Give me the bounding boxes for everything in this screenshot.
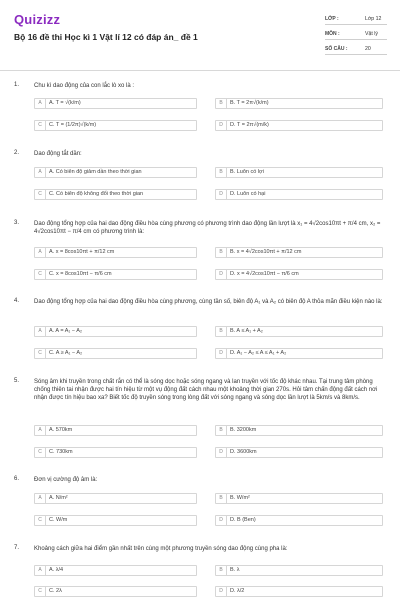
- option-letter: B: [216, 494, 227, 503]
- question-number: 4.: [14, 298, 20, 304]
- option-text: D. 3600km: [230, 449, 257, 455]
- option-letter: A: [35, 494, 46, 503]
- question-text: Sóng âm khi truyền trong chất rắn có thể là sóng dọc hoặc sóng ngang và lan truyền với tốc độ khác nhau. Tại trung tâm phòng chống thiên tai nhận được hai tín hiệu từ một vụ động đất cách nhau một khoảng thời gian 270s. Hỏi tâm chấn động đất cách nơi nhận được tín hiệu bao xa? Biết tốc độ truyền sóng trong lòng đất với sóng ngang và sóng dọc lần lượt là 5km/s và 8km/s.: [34, 379, 378, 401]
- option-letter: A: [35, 426, 46, 435]
- question-count-value: 20: [365, 46, 371, 52]
- option-d[interactable]: [215, 515, 383, 526]
- option-letter: C: [35, 516, 46, 525]
- option-c[interactable]: [34, 447, 197, 458]
- option-text: A. Có biên độ giảm dần theo thời gian: [49, 169, 142, 175]
- option-letter: C: [35, 448, 46, 457]
- option-text: B. T = 2π√(k/m): [230, 100, 269, 106]
- question-text: Dao động tắt dần:: [34, 151, 82, 157]
- option-c[interactable]: [34, 269, 197, 280]
- option-letter: D: [216, 448, 227, 457]
- class-label: LỚP :: [325, 16, 339, 22]
- question-text: Dao động tổng hợp của hai dao động điều hòa cùng phương, cùng tần số, biên độ A₁ và A₂ có biên độ A thỏa mãn điều kiện nào là:: [34, 299, 383, 305]
- option-letter: A: [35, 99, 46, 108]
- option-text: B. λ: [230, 567, 240, 573]
- option-text: A. 570km: [49, 427, 73, 433]
- quizizz-logo: Quizizz: [14, 12, 61, 27]
- option-b[interactable]: [215, 425, 383, 436]
- question-count-divider: [325, 54, 387, 55]
- option-b[interactable]: [215, 247, 383, 258]
- option-text: C. 730km: [49, 449, 73, 455]
- option-letter: C: [35, 270, 46, 279]
- option-text: C. T = (1/2π)√(k/m): [49, 122, 97, 128]
- option-b[interactable]: [215, 326, 383, 337]
- option-letter: B: [216, 566, 227, 575]
- option-text: D. Luôn có hại: [230, 191, 266, 197]
- option-a[interactable]: [34, 167, 197, 178]
- question-number: 6.: [14, 476, 20, 482]
- option-text: D. λ/2: [230, 588, 245, 594]
- option-a[interactable]: [34, 425, 197, 436]
- subject-divider: [325, 39, 387, 40]
- option-letter: A: [35, 168, 46, 177]
- option-text: A. λ/4: [49, 567, 64, 573]
- option-d[interactable]: [215, 120, 383, 131]
- option-b[interactable]: [215, 493, 383, 504]
- option-text: D. B (Ben): [230, 517, 256, 523]
- option-letter: A: [35, 248, 46, 257]
- option-letter: C: [35, 349, 46, 358]
- option-text: B. 3200km: [230, 427, 257, 433]
- question-text: Chu kì dao động của con lắc lò xo là :: [34, 83, 135, 89]
- option-letter: C: [35, 121, 46, 130]
- option-a[interactable]: [34, 493, 197, 504]
- option-a[interactable]: [34, 247, 197, 258]
- option-letter: B: [216, 168, 227, 177]
- option-text: A. A = A₁ − A₂: [49, 328, 83, 334]
- option-letter: D: [216, 516, 227, 525]
- option-d[interactable]: [215, 189, 383, 200]
- option-text: C. x = 8cos10πt − π/6 cm: [49, 271, 112, 277]
- option-letter: D: [216, 587, 227, 596]
- option-text: A. x = 8cos10πt + π/12 cm: [49, 249, 115, 255]
- option-letter: D: [216, 349, 227, 358]
- option-letter: A: [35, 327, 46, 336]
- option-d[interactable]: [215, 586, 383, 597]
- option-text: B. W/m²: [230, 495, 250, 501]
- question-number: 7.: [14, 545, 20, 551]
- option-text: B. Luôn có lợi: [230, 169, 264, 175]
- worksheet-title: Bộ 16 đề thi Học kì 1 Vật lí 12 có đáp án_ đề 1: [14, 32, 198, 42]
- option-text: C. W/m: [49, 517, 68, 523]
- option-text: B. A ≤ A₁ + A₂: [230, 328, 263, 334]
- option-text: C. Có biên độ không đổi theo thời gian: [49, 191, 144, 197]
- question-text: Dao động tổng hợp của hai dao động điều hòa cùng phương có phương trình dao động lần lượt là x₁ = 4√2cos10πt + π/4 cm, x₂ = 4√2cos10πt − π/4 cm có phương trình là:: [34, 221, 381, 235]
- question-number: 1.: [14, 82, 20, 88]
- option-c[interactable]: [34, 515, 197, 526]
- question-text: Đơn vị cường độ âm là:: [34, 477, 98, 483]
- option-a[interactable]: [34, 326, 197, 337]
- option-letter: C: [35, 587, 46, 596]
- option-b[interactable]: [215, 98, 383, 109]
- option-c[interactable]: [34, 189, 197, 200]
- option-c[interactable]: [34, 120, 197, 131]
- question-number: 3.: [14, 220, 20, 226]
- option-letter: D: [216, 121, 227, 130]
- question-number: 5.: [14, 378, 20, 384]
- option-text: C. A ≥ A₁ − A₂: [49, 350, 83, 356]
- option-text: D. x = 4√2cos10πt − π/6 cm: [230, 271, 299, 277]
- option-letter: A: [35, 566, 46, 575]
- class-divider: [325, 24, 387, 25]
- option-text: A. T = √(k/m): [49, 100, 81, 106]
- subject-label: MÔN :: [325, 31, 340, 37]
- option-c[interactable]: [34, 586, 197, 597]
- option-text: D. T = 2π√(m/k): [230, 122, 269, 128]
- option-letter: D: [216, 190, 227, 199]
- option-letter: B: [216, 426, 227, 435]
- option-letter: B: [216, 248, 227, 257]
- question-text: Khoảng cách giữa hai điểm gần nhất trên cùng một phương truyền sóng dao động cùng pha là:: [34, 546, 288, 552]
- option-d[interactable]: [215, 269, 383, 280]
- option-text: D. A₁ − A₂ ≤ A ≤ A₁ + A₂: [230, 350, 287, 356]
- option-letter: C: [35, 190, 46, 199]
- option-letter: B: [216, 327, 227, 336]
- option-b[interactable]: [215, 565, 383, 576]
- class-value: Lớp 12: [365, 16, 382, 22]
- option-text: A. N/m²: [49, 495, 68, 501]
- option-a[interactable]: [34, 98, 197, 109]
- option-a[interactable]: [34, 565, 197, 576]
- option-letter: B: [216, 99, 227, 108]
- option-d[interactable]: [215, 447, 383, 458]
- question-count-label: SỐ CÂU :: [325, 46, 348, 52]
- subject-value: Vật lý: [365, 31, 378, 37]
- option-d[interactable]: [215, 348, 383, 359]
- option-text: C. 2λ: [49, 588, 62, 594]
- option-b[interactable]: [215, 167, 383, 178]
- question-number: 2.: [14, 150, 20, 156]
- option-c[interactable]: [34, 348, 197, 359]
- worksheet-header: [0, 0, 400, 71]
- option-letter: D: [216, 270, 227, 279]
- option-text: B. x = 4√2cos10πt + π/12 cm: [230, 249, 302, 255]
